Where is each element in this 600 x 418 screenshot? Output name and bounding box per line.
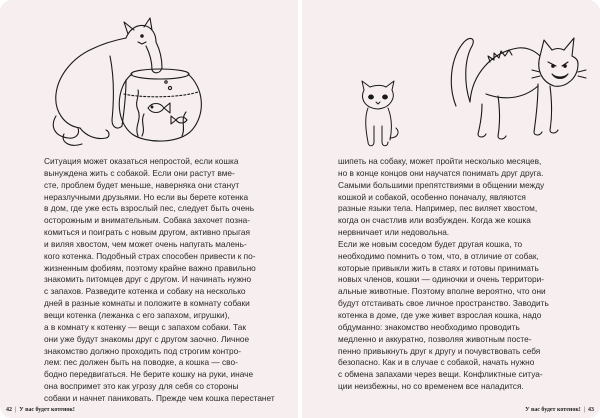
text-line: бодно передвигаться. Не берите кошку на руки, иначе [44, 369, 254, 380]
text-line: вынуждена жить с собакой. Если они растут вме- [44, 167, 235, 178]
left-page-body [44, 156, 275, 405]
text-line: котенка в доме, где уже живет взрослая кошка, надо [338, 309, 542, 320]
text-line: новых членов, кошки — одиночки и очень территори- [338, 274, 545, 285]
running-title: У вас будет котенок! [19, 407, 75, 413]
text-line: кошкой и собакой, особенно поначалу, являются [338, 191, 526, 202]
text-line: а в комнату к котенку — вещи с запахом собаки. Так [44, 321, 247, 332]
text-line: необходимо помнить о том, что, в отличие от собак, [338, 250, 539, 261]
right-page-footer [525, 407, 594, 413]
text-line: Если же новым соседом будет другая кошка, то [338, 238, 523, 249]
text-line: они уже будут знакомы друг с другом заочно. Личное [44, 333, 250, 344]
text-line: неразлучными друзьями. Но если вы берете котенка [44, 191, 249, 202]
text-line: дней в разные комнаты и положите в комнату собаки [44, 298, 250, 309]
text-line: жизненным фобиям, поэтому крайне важно правильно [44, 262, 256, 273]
text-line: нервничает или недовольна. [338, 227, 450, 238]
angry-cat-illustration [442, 14, 592, 149]
text-line: Самыми большими препятствиями в общении между [338, 179, 545, 190]
text-line: будут отстаивать свое личное пространство. Заводить [338, 298, 549, 309]
text-line: но в конце концов они научатся понимать друг друга. [338, 167, 544, 178]
text-line: альные животные. Поэтому вполне вероятно, что они [338, 286, 546, 297]
text-line: обдуманно: знакомство необходимо проводить [338, 321, 520, 332]
text-line: она воспримет это как угрозу для себя со стороны [44, 381, 239, 392]
footer-separator: | [15, 407, 17, 413]
right-page [302, 0, 600, 418]
text-line: знакомить питомцев друг с другом. И начинать нужно [44, 274, 252, 285]
text-line: собаки и начнет паниковать. Прежде чем кошка перестанет [44, 392, 275, 403]
footer-separator: | [583, 407, 585, 413]
text-line: медленно и аккуратно, позволяя животным посте- [338, 333, 532, 344]
text-line: осторожным и внимательным. Собака захочет позна- [44, 215, 251, 226]
text-line: сте, проблем будет меньше, наверняка они станут [44, 179, 240, 190]
text-line: Ситуация может оказаться непростой, если кошка [44, 156, 239, 166]
text-line: лем: пес должен быть на поводке, а кошка — сво- [44, 357, 238, 368]
page-number: 42 [6, 407, 12, 413]
text-line: ции неизбежны, но со временем все наладится. [338, 381, 524, 392]
text-line: шипеть на собаку, может пройти несколько месяцев, [338, 156, 542, 166]
text-line: пенно привыкнуть друг к другу и почувствовать себя [338, 345, 541, 356]
cat-and-fishbowl-illustration [20, 16, 220, 151]
text-line: с запахов. Разведите котенка и собаку на несколько [44, 286, 246, 297]
text-line: знакомство должно проходить под строгим контро- [44, 345, 242, 356]
text-line: вещи котенка (лежанка с его запахом, игрушки), [44, 309, 230, 320]
page-number: 43 [588, 407, 594, 413]
text-line: когда он счастлив или возбужден. Когда же кошка [338, 215, 531, 226]
kitten-illustration [354, 80, 402, 150]
running-title: У вас будет котенок! [525, 407, 581, 413]
text-line: которые привыкли жить в стаях и готовы принимать [338, 262, 539, 273]
left-page-footer [6, 407, 75, 413]
text-line: комиться и поиграть с новым другом, активно прыгая [44, 227, 250, 238]
text-line: кого котенка. Подобный страх способен привести к по- [44, 250, 256, 261]
text-line: разные языки тела. Например, пес виляет хвостом, [338, 203, 538, 214]
text-line: и виляя хвостом, чем может очень напугать малень- [44, 238, 247, 249]
text-line: в дом, где уже есть взрослый пес, следует быть очень [44, 203, 255, 214]
text-line: с обмена запахами через вещи. Конфликтные ситуа- [338, 369, 543, 380]
left-page [0, 0, 298, 418]
text-line: безопасно. Как и в случае с собакой, начать нужно [338, 357, 535, 368]
right-page-body [338, 156, 549, 393]
